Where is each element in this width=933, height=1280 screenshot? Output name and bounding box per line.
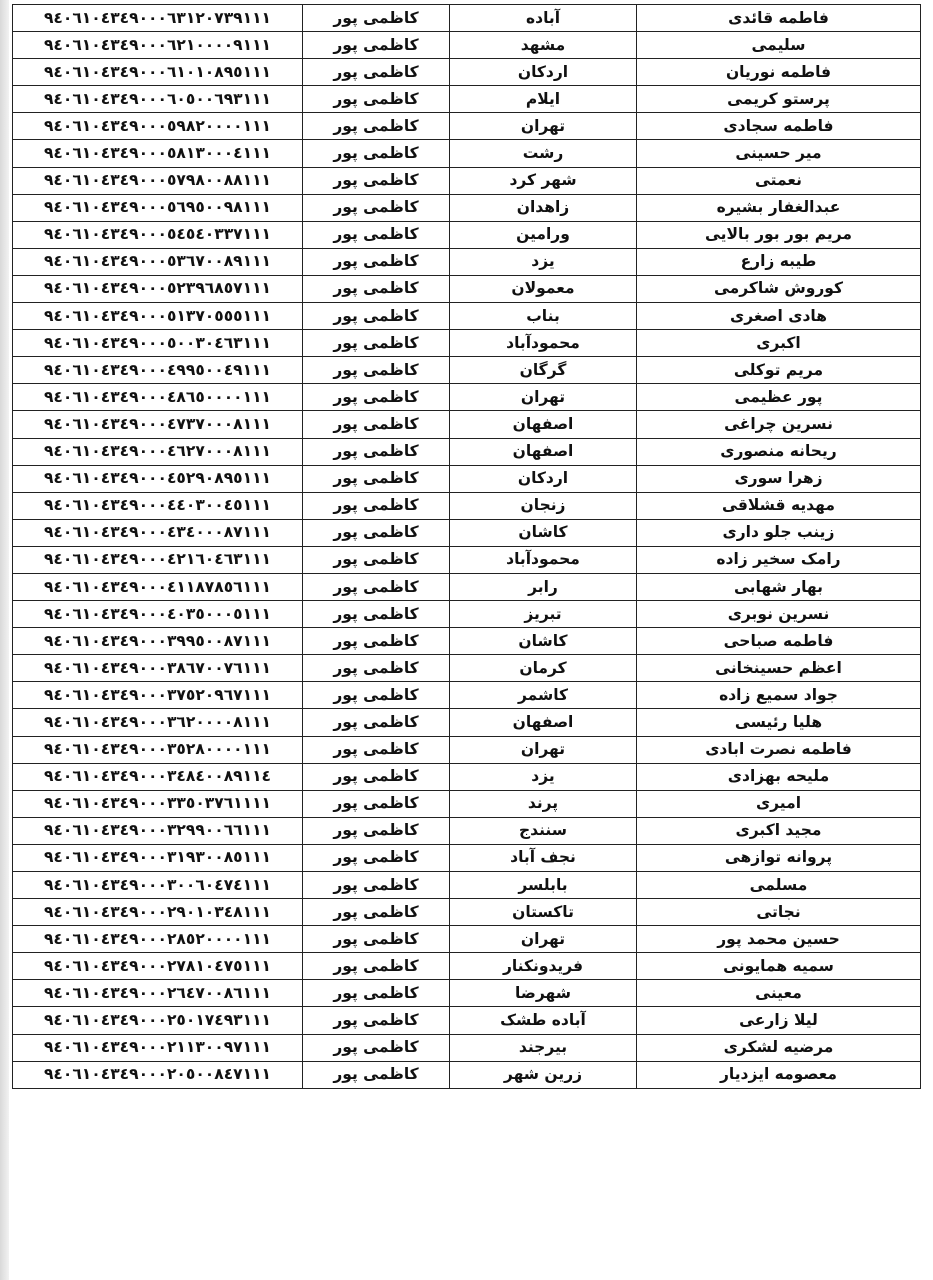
agent-cell: کاظمی پور: [303, 601, 450, 628]
name-cell: رامک سخیر زاده: [637, 546, 921, 573]
city-cell: تبریز: [450, 601, 637, 628]
city-cell: نجف آباد: [450, 844, 637, 871]
table-row: [13, 709, 921, 736]
table-row: [13, 86, 921, 113]
name-cell: زهرا سوری: [637, 465, 921, 492]
agent-cell: کاظمی پور: [303, 86, 450, 113]
code-cell: ۹٤۰٦١۰٤٣٤۹۰۰۰٣٤٨٤۰۰٨۹١١٤: [13, 763, 303, 790]
name-cell: امیری: [637, 790, 921, 817]
agent-cell: کاظمی پور: [303, 194, 450, 221]
code-cell: ۹٤۰٦١۰٤٣٤۹۰۰۰٦٣١٢۰٧٣۹١١١: [13, 5, 303, 32]
name-cell: پروانه توازهی: [637, 844, 921, 871]
name-cell: پور عظیمی: [637, 384, 921, 411]
agent-cell: کاظمی پور: [303, 303, 450, 330]
name-cell: هادی اصغری: [637, 303, 921, 330]
agent-cell: کاظمی پور: [303, 899, 450, 926]
city-cell: رشت: [450, 140, 637, 167]
table-row: [13, 763, 921, 790]
city-cell: ورامین: [450, 221, 637, 248]
name-cell: پرستو کریمی: [637, 86, 921, 113]
agent-cell: کاظمی پور: [303, 628, 450, 655]
city-cell: بابلسر: [450, 872, 637, 899]
name-cell: نسرین چراغی: [637, 411, 921, 438]
agent-cell: کاظمی پور: [303, 59, 450, 86]
data-table: [12, 4, 921, 1089]
name-cell: ملیحه بهزادی: [637, 763, 921, 790]
table-row: [13, 330, 921, 357]
table-row: [13, 1007, 921, 1034]
agent-cell: کاظمی پور: [303, 465, 450, 492]
table-row: [13, 357, 921, 384]
name-cell: مریم بور بور بالایی: [637, 221, 921, 248]
name-cell: معینی: [637, 980, 921, 1007]
code-cell: ۹٤۰٦١۰٤٣٤۹۰۰۰٥٧۹٨۰۰٨٨١١١: [13, 167, 303, 194]
agent-cell: کاظمی پور: [303, 573, 450, 600]
agent-cell: کاظمی پور: [303, 411, 450, 438]
page-edge-shadow: [0, 0, 9, 1280]
name-cell: مجید اکبری: [637, 817, 921, 844]
city-cell: اردکان: [450, 465, 637, 492]
code-cell: ۹٤۰٦١۰٤٣٤۹۰۰۰٤٤۰٣۰۰٤٥١١١: [13, 492, 303, 519]
table-row: [13, 140, 921, 167]
table-row: [13, 5, 921, 32]
agent-cell: کاظمی پور: [303, 140, 450, 167]
table-row: [13, 438, 921, 465]
city-cell: فریدونکنار: [450, 953, 637, 980]
city-cell: مشهد: [450, 32, 637, 59]
city-cell: گرگان: [450, 357, 637, 384]
name-cell: نعمتی: [637, 167, 921, 194]
city-cell: کاشان: [450, 628, 637, 655]
city-cell: اصفهان: [450, 438, 637, 465]
name-cell: مسلمی: [637, 872, 921, 899]
code-cell: ۹٤۰٦١۰٤٣٤۹۰۰۰٥٤٥٤۰٣٣٧١١١: [13, 221, 303, 248]
table-row: [13, 32, 921, 59]
code-cell: ۹٤۰٦١۰٤٣٤۹۰۰۰٢١١٣۰۰۹٧١١١: [13, 1034, 303, 1061]
code-cell: ۹٤۰٦١۰٤٣٤۹۰۰۰٣٦٢۰۰۰۰٨١١١: [13, 709, 303, 736]
city-cell: بیرجند: [450, 1034, 637, 1061]
code-cell: ۹٤۰٦١۰٤٣٤۹۰۰۰٥١٣٧۰٥٥٥١١١: [13, 303, 303, 330]
city-cell: معمولان: [450, 275, 637, 302]
code-cell: ۹٤۰٦١۰٤٣٤۹۰۰۰٦٢١۰۰۰۰۹١١١: [13, 32, 303, 59]
name-cell: فاطمه صباحی: [637, 628, 921, 655]
table-row: [13, 844, 921, 871]
code-cell: ۹٤۰٦١۰٤٣٤۹۰۰۰٣۰۰٦۰٤٧٤١١١: [13, 872, 303, 899]
table-row: [13, 736, 921, 763]
agent-cell: کاظمی پور: [303, 953, 450, 980]
name-cell: فاطمه نوریان: [637, 59, 921, 86]
city-cell: کاشمر: [450, 682, 637, 709]
city-cell: ایلام: [450, 86, 637, 113]
table-row: [13, 790, 921, 817]
city-cell: پرند: [450, 790, 637, 817]
name-cell: مهدیه قشلاقی: [637, 492, 921, 519]
code-cell: ۹٤۰٦١۰٤٣٤۹۰۰۰٥۹٨٢۰۰۰۰١١١: [13, 113, 303, 140]
agent-cell: کاظمی پور: [303, 1061, 450, 1088]
code-cell: ۹٤۰٦١۰٤٣٤۹۰۰۰٣١۹٣۰۰٨٥١١١: [13, 844, 303, 871]
code-cell: ۹٤۰٦١۰٤٣٤۹۰۰۰٢٨٥٢۰۰۰۰١١١: [13, 926, 303, 953]
name-cell: سلیمی: [637, 32, 921, 59]
agent-cell: کاظمی پور: [303, 1007, 450, 1034]
code-cell: ۹٤۰٦١۰٤٣٤۹۰۰۰٤٦٢٧۰۰۰٨١١١: [13, 438, 303, 465]
table-row: [13, 980, 921, 1007]
name-cell: طیبه زارع: [637, 248, 921, 275]
table-row: [13, 221, 921, 248]
name-cell: مریم توکلی: [637, 357, 921, 384]
code-cell: ۹٤۰٦١۰٤٣٤۹۰۰۰٤۰٣٥۰۰۰٥١١١: [13, 601, 303, 628]
city-cell: رابر: [450, 573, 637, 600]
table-body: [13, 5, 921, 1089]
name-cell: ریحانه منصوری: [637, 438, 921, 465]
city-cell: یزد: [450, 763, 637, 790]
city-cell: شهر کرد: [450, 167, 637, 194]
table-row: [13, 167, 921, 194]
agent-cell: کاظمی پور: [303, 844, 450, 871]
name-cell: جواد سمیع زاده: [637, 682, 921, 709]
city-cell: آباده طشک: [450, 1007, 637, 1034]
table-row: [13, 194, 921, 221]
table-row: [13, 303, 921, 330]
table-row: [13, 546, 921, 573]
name-cell: فاطمه سجادی: [637, 113, 921, 140]
agent-cell: کاظمی پور: [303, 655, 450, 682]
name-cell: حسین محمد پور: [637, 926, 921, 953]
agent-cell: کاظمی پور: [303, 492, 450, 519]
table-row: [13, 953, 921, 980]
code-cell: ۹٤۰٦١۰٤٣٤۹۰۰۰٤٢١٦۰٤٦٣١١١: [13, 546, 303, 573]
city-cell: شهرضا: [450, 980, 637, 1007]
table-row: [13, 817, 921, 844]
table-row: [13, 113, 921, 140]
code-cell: ۹٤۰٦١۰٤٣٤۹۰۰۰٤٧٣٧۰۰۰٨١١١: [13, 411, 303, 438]
table-row: [13, 899, 921, 926]
name-cell: سمیه همایونی: [637, 953, 921, 980]
code-cell: ۹٤۰٦١۰٤٣٤۹۰۰۰٣٥٢٨۰۰۰۰١١١: [13, 736, 303, 763]
code-cell: ۹٤۰٦١۰٤٣٤۹۰۰۰٣٣٥۰٣٧٦١١١١: [13, 790, 303, 817]
agent-cell: کاظمی پور: [303, 763, 450, 790]
city-cell: بناب: [450, 303, 637, 330]
code-cell: ۹٤۰٦١۰٤٣٤۹۰۰۰٥٣٦٧۰۰٨۹١١١: [13, 248, 303, 275]
code-cell: ۹٤۰٦١۰٤٣٤۹۰۰۰٣٨٦٧۰۰٧٦١١١: [13, 655, 303, 682]
name-cell: نجاتی: [637, 899, 921, 926]
city-cell: محمودآباد: [450, 546, 637, 573]
name-cell: معصومه ایزدیار: [637, 1061, 921, 1088]
table-row: [13, 492, 921, 519]
table-row: [13, 1061, 921, 1088]
code-cell: ۹٤۰٦١۰٤٣٤۹۰۰۰٥٨١٣۰۰۰٤١١١: [13, 140, 303, 167]
agent-cell: کاظمی پور: [303, 1034, 450, 1061]
code-cell: ۹٤۰٦١۰٤٣٤۹۰۰۰٣٧٥٢۰۹٦٧١١١: [13, 682, 303, 709]
agent-cell: کاظمی پور: [303, 736, 450, 763]
code-cell: ۹٤۰٦١۰٤٣٤۹۰۰۰٥٦۹٥۰۰۹٨١١١: [13, 194, 303, 221]
name-cell: کوروش شاکرمی: [637, 275, 921, 302]
code-cell: ۹٤۰٦١۰٤٣٤۹۰۰۰٤٨٦٥۰۰۰۰١١١: [13, 384, 303, 411]
code-cell: ۹٤۰٦١۰٤٣٤۹۰۰۰٦۰٥۰۰٦۹٣١١١: [13, 86, 303, 113]
name-cell: عبدالغفار بشیره: [637, 194, 921, 221]
name-cell: هلیا رئیسی: [637, 709, 921, 736]
agent-cell: کاظمی پور: [303, 384, 450, 411]
name-cell: لیلا زارعی: [637, 1007, 921, 1034]
table-row: [13, 275, 921, 302]
code-cell: ۹٤۰٦١۰٤٣٤۹۰۰۰٤٥٢۹۰٨۹٥١١١: [13, 465, 303, 492]
agent-cell: کاظمی پور: [303, 790, 450, 817]
code-cell: ۹٤۰٦١۰٤٣٤۹۰۰۰٢٦٤٧۰۰٨٦١١١: [13, 980, 303, 1007]
agent-cell: کاظمی پور: [303, 32, 450, 59]
city-cell: یزد: [450, 248, 637, 275]
table-row: [13, 655, 921, 682]
table-row: [13, 384, 921, 411]
city-cell: تاکستان: [450, 899, 637, 926]
city-cell: اصفهان: [450, 709, 637, 736]
city-cell: محمودآباد: [450, 330, 637, 357]
table-row: [13, 465, 921, 492]
code-cell: ۹٤۰٦١۰٤٣٤۹۰۰۰٤١١٨٧٨٥٦١١١: [13, 573, 303, 600]
table-row: [13, 519, 921, 546]
agent-cell: کاظمی پور: [303, 546, 450, 573]
city-cell: اردکان: [450, 59, 637, 86]
agent-cell: کاظمی پور: [303, 872, 450, 899]
table-row: [13, 601, 921, 628]
table-row: [13, 628, 921, 655]
city-cell: آباده: [450, 5, 637, 32]
name-cell: فاطمه قائدی: [637, 5, 921, 32]
code-cell: ۹٤۰٦١۰٤٣٤۹۰۰۰٥٢٣۹٦٨٥٧١١١: [13, 275, 303, 302]
code-cell: ۹٤۰٦١۰٤٣٤۹۰۰۰٦١۰١۰٨۹٥١١١: [13, 59, 303, 86]
code-cell: ۹٤۰٦١۰٤٣٤۹۰۰۰٣٢۹۹۰۰٦٦١١١: [13, 817, 303, 844]
name-cell: زینب جلو داری: [637, 519, 921, 546]
code-cell: ۹٤۰٦١۰٤٣٤۹۰۰۰٤۹۹٥۰۰٤۹١١١: [13, 357, 303, 384]
code-cell: ۹٤۰٦١۰٤٣٤۹۰۰۰٤٣٤۰۰۰٨٧١١١: [13, 519, 303, 546]
city-cell: تهران: [450, 926, 637, 953]
agent-cell: کاظمی پور: [303, 113, 450, 140]
city-cell: کرمان: [450, 655, 637, 682]
code-cell: ۹٤۰٦١۰٤٣٤۹۰۰۰٢۰٥۰۰٨٤٧١١١: [13, 1061, 303, 1088]
name-cell: نسرین نوبری: [637, 601, 921, 628]
agent-cell: کاظمی پور: [303, 438, 450, 465]
table-row: [13, 411, 921, 438]
name-cell: فاطمه نصرت ابادی: [637, 736, 921, 763]
agent-cell: کاظمی پور: [303, 275, 450, 302]
city-cell: زاهدان: [450, 194, 637, 221]
agent-cell: کاظمی پور: [303, 167, 450, 194]
name-cell: مرضیه لشکری: [637, 1034, 921, 1061]
code-cell: ۹٤۰٦١۰٤٣٤۹۰۰۰٢۹۰١۰٣٤٨١١١: [13, 899, 303, 926]
agent-cell: کاظمی پور: [303, 682, 450, 709]
table-row: [13, 59, 921, 86]
table-row: [13, 573, 921, 600]
city-cell: تهران: [450, 384, 637, 411]
agent-cell: کاظمی پور: [303, 519, 450, 546]
agent-cell: کاظمی پور: [303, 330, 450, 357]
name-cell: میر حسینی: [637, 140, 921, 167]
table-row: [13, 872, 921, 899]
city-cell: زنجان: [450, 492, 637, 519]
agent-cell: کاظمی پور: [303, 980, 450, 1007]
table-row: [13, 248, 921, 275]
table-row: [13, 682, 921, 709]
city-cell: سنندج: [450, 817, 637, 844]
table-row: [13, 926, 921, 953]
name-cell: اکبری: [637, 330, 921, 357]
code-cell: ۹٤۰٦١۰٤٣٤۹۰۰۰٣۹۹٥۰۰٨٧١١١: [13, 628, 303, 655]
code-cell: ۹٤۰٦١۰٤٣٤۹۰۰۰٥۰۰٣۰٤٦٣١١١: [13, 330, 303, 357]
agent-cell: کاظمی پور: [303, 926, 450, 953]
agent-cell: کاظمی پور: [303, 248, 450, 275]
city-cell: تهران: [450, 113, 637, 140]
agent-cell: کاظمی پور: [303, 357, 450, 384]
city-cell: کاشان: [450, 519, 637, 546]
agent-cell: کاظمی پور: [303, 5, 450, 32]
agent-cell: کاظمی پور: [303, 709, 450, 736]
code-cell: ۹٤۰٦١۰٤٣٤۹۰۰۰٢٧٨١۰٤٧٥١١١: [13, 953, 303, 980]
city-cell: تهران: [450, 736, 637, 763]
city-cell: زرین شهر: [450, 1061, 637, 1088]
name-cell: بهار شهابی: [637, 573, 921, 600]
table-row: [13, 1034, 921, 1061]
agent-cell: کاظمی پور: [303, 817, 450, 844]
city-cell: اصفهان: [450, 411, 637, 438]
code-cell: ۹٤۰٦١۰٤٣٤۹۰۰۰٢٥۰١٧٤۹٣١١١: [13, 1007, 303, 1034]
name-cell: اعظم حسینخانی: [637, 655, 921, 682]
agent-cell: کاظمی پور: [303, 221, 450, 248]
